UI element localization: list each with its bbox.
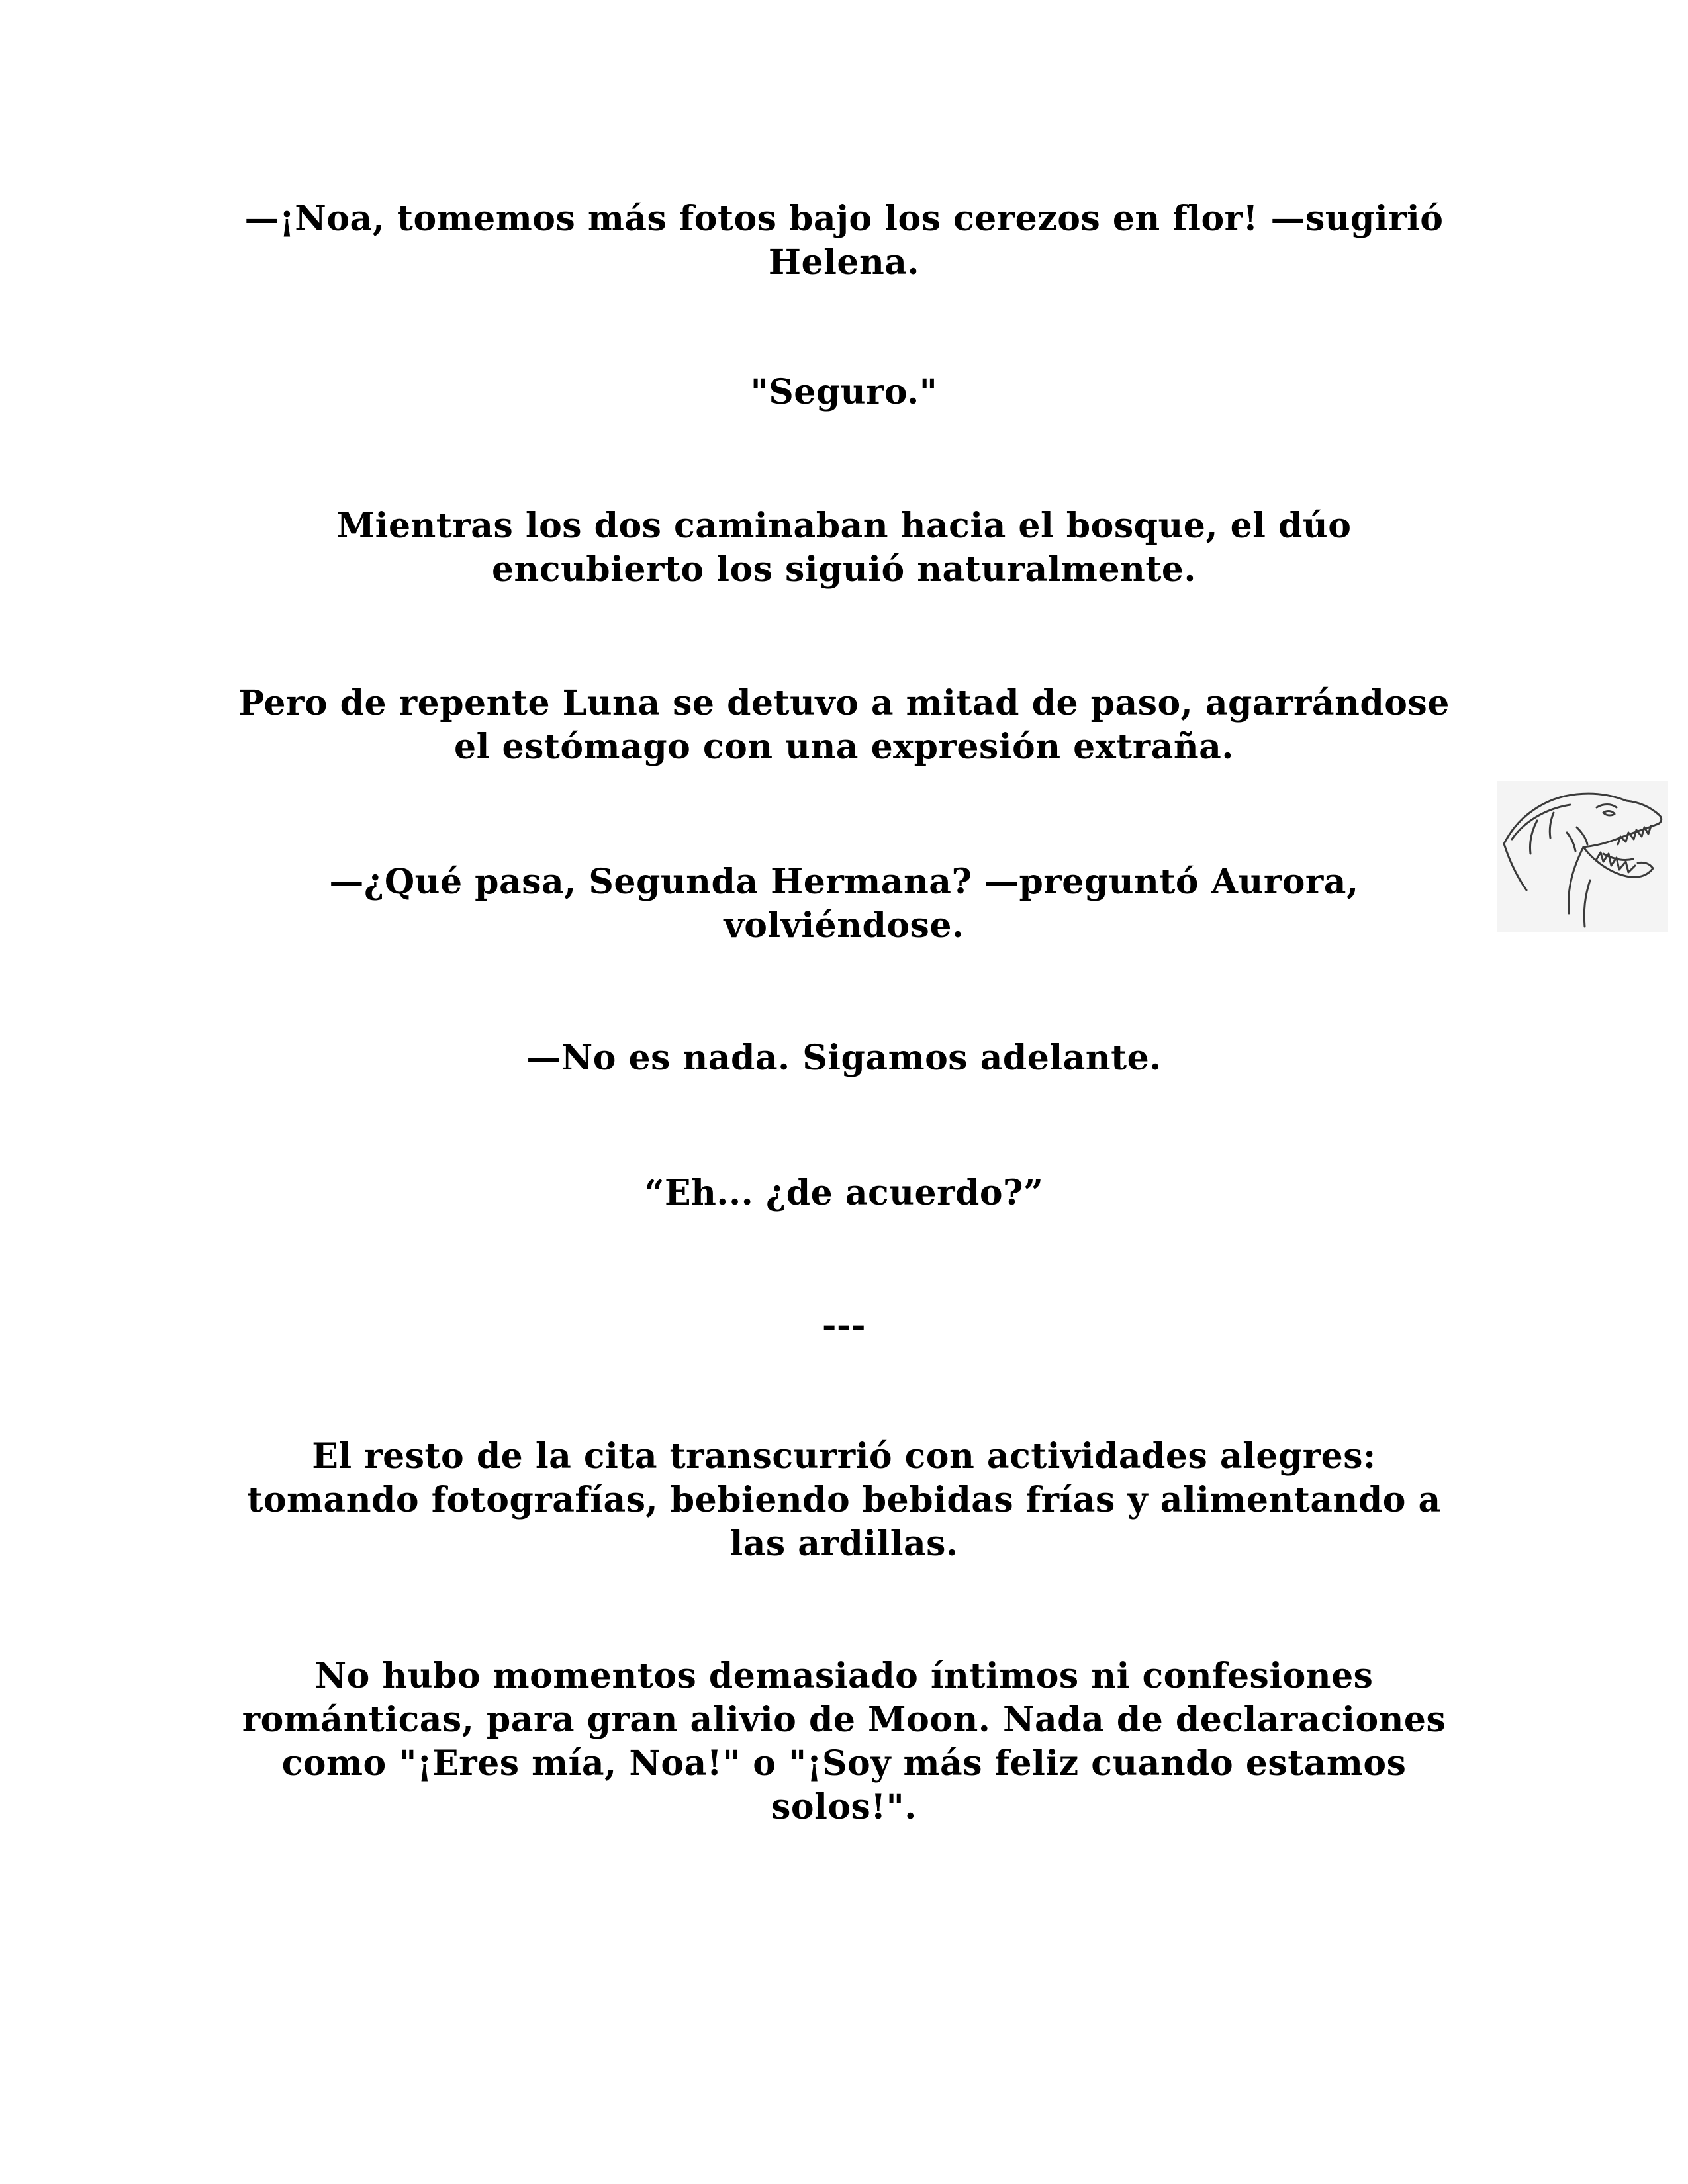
scene-separator: --- [821, 1305, 867, 1345]
paragraph-walking-forest: Mientras los dos caminaban hacia el bosque, el dúo encubierto los siguió naturalmente. [336, 506, 1352, 590]
paragraph-eh-de-acuerdo: “Eh... ¿de acuerdo?” [644, 1173, 1044, 1213]
paragraph-rest-of-date: El resto de la cita transcurrió con actividades alegres: tomando fotografías, bebiendo bebidas frías y alimentando a las ardillas. [247, 1436, 1441, 1564]
paragraph-no-es-nada: —No es nada. Sigamos adelante. [526, 1038, 1162, 1078]
paragraph-seguro: "Seguro." [750, 372, 938, 412]
paragraph-helena-suggestion: —¡Noa, tomemos más fotos bajo los cerezos en flor! —sugirió Helena. [244, 199, 1444, 283]
paragraph-no-intimate-moments: No hubo momentos demasiado íntimos ni confesiones románticas, para gran alivio de Moon. Nada de declaraciones como "¡Eres mía, Noa!" o "¡Soy más feliz cuando estamos solos!". [242, 1656, 1446, 1827]
dinosaur-head-sketch-icon [1497, 781, 1668, 932]
paragraph-aurora-asks: —¿Qué pasa, Segunda Hermana? —preguntó Aurora, volviéndose. [329, 862, 1359, 946]
paragraph-luna-stops: Pero de repente Luna se detuvo a mitad de paso, agarrándose el estómago con una expresión extraña. [238, 683, 1450, 767]
